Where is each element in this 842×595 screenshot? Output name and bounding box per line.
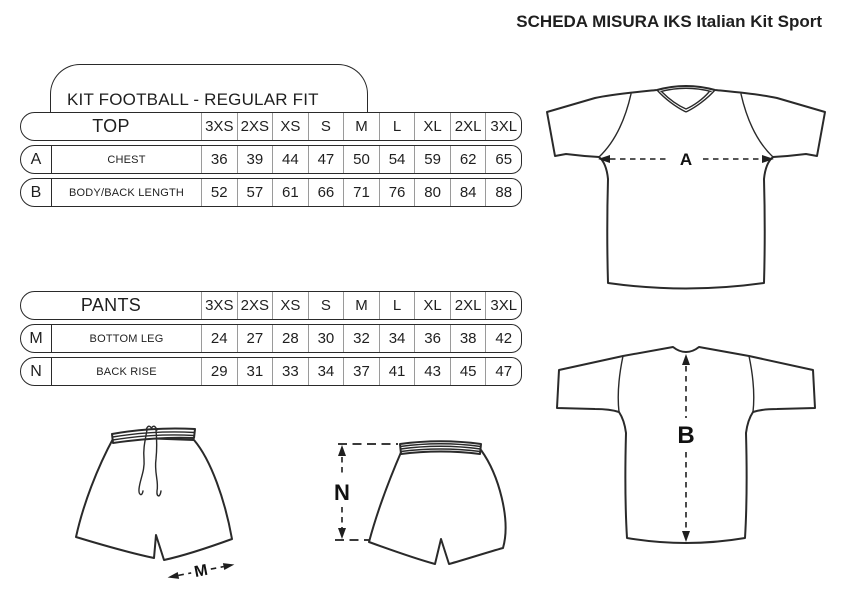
- size-column-header: XL: [414, 292, 450, 319]
- top-size-table: [20, 112, 522, 211]
- value-cell: 36: [414, 325, 450, 352]
- measure-m-left-arrowhead: [167, 572, 179, 581]
- row-key-cell: A: [30, 150, 42, 168]
- table-title-cell: TOP: [92, 116, 130, 136]
- size-column-header: XL: [414, 113, 450, 140]
- value-cell: 71: [343, 179, 379, 206]
- value-cell: 43: [414, 358, 450, 385]
- measure-a-label: A: [679, 150, 693, 169]
- shirt-front-diagram: [540, 80, 832, 322]
- shorts-front-outline: [76, 437, 232, 560]
- value-cell: 52: [201, 179, 237, 206]
- value-cell: 66: [308, 179, 344, 206]
- size-column-header: XS: [272, 292, 308, 319]
- row-label-cell: BODY/BACK LENGTH: [51, 179, 201, 206]
- row-key-cell: N: [30, 362, 42, 380]
- value-cell: 30: [308, 325, 344, 352]
- size-column-header: S: [308, 113, 344, 140]
- row-label-cell: BOTTOM LEG: [51, 325, 201, 352]
- shorts-front-diagram: [58, 413, 320, 591]
- shorts-back-diagram: [318, 420, 544, 592]
- value-cell: 34: [379, 325, 415, 352]
- shorts-back-outline: [369, 450, 506, 564]
- value-cell: 41: [379, 358, 415, 385]
- size-table-row: [20, 324, 522, 353]
- row-key-cell: M: [29, 329, 43, 347]
- shirt-front-outline: [547, 86, 825, 289]
- size-column-header: 2XL: [450, 113, 486, 140]
- size-column-header: XS: [272, 113, 308, 140]
- measure-b-label: B: [677, 422, 695, 449]
- size-column-header: M: [343, 113, 379, 140]
- kit-tab-label: KIT FOOTBALL - REGULAR FIT: [67, 90, 319, 109]
- value-cell: 36: [201, 146, 237, 173]
- size-table-row: [20, 178, 522, 207]
- pants-size-table: [20, 291, 522, 390]
- value-cell: 45: [450, 358, 486, 385]
- measure-n-bottom-arrowhead: [338, 528, 346, 539]
- value-cell: 33: [272, 358, 308, 385]
- size-column-header: M: [343, 292, 379, 319]
- value-cell: 47: [485, 358, 521, 385]
- value-cell: 47: [308, 146, 344, 173]
- value-cell: 42: [485, 325, 521, 352]
- value-cell: 59: [414, 146, 450, 173]
- table-title-cell: PANTS: [80, 295, 142, 315]
- measure-m-right-arrowhead: [223, 561, 235, 570]
- value-cell: 39: [237, 146, 273, 173]
- document-title: SCHEDA MISURA IKS Italian Kit Sport: [516, 12, 822, 31]
- measure-m-arrow: [166, 557, 236, 587]
- value-cell: 62: [450, 146, 486, 173]
- size-column-header: 3XL: [485, 113, 521, 140]
- size-column-header: 2XS: [237, 113, 273, 140]
- value-cell: 31: [237, 358, 273, 385]
- value-cell: 65: [485, 146, 521, 173]
- size-column-header: 3XL: [485, 292, 521, 319]
- value-cell: 37: [343, 358, 379, 385]
- value-cell: 27: [237, 325, 273, 352]
- measure-n-label: N: [334, 480, 350, 505]
- shirt-back-diagram: [538, 330, 834, 580]
- value-cell: 32: [343, 325, 379, 352]
- value-cell: 61: [272, 179, 308, 206]
- size-column-header: 3XS: [201, 113, 237, 140]
- row-label-cell: CHEST: [51, 146, 201, 173]
- size-table-header-row: [20, 112, 522, 141]
- value-cell: 80: [414, 179, 450, 206]
- measure-n-top-arrowhead: [338, 445, 346, 456]
- size-column-header: S: [308, 292, 344, 319]
- size-column-header: L: [379, 292, 415, 319]
- value-cell: 38: [450, 325, 486, 352]
- size-column-header: 2XL: [450, 292, 486, 319]
- value-cell: 57: [237, 179, 273, 206]
- size-table-header-row: [20, 291, 522, 320]
- size-column-header: 2XS: [237, 292, 273, 319]
- value-cell: 24: [201, 325, 237, 352]
- measure-m-label: M: [192, 561, 210, 582]
- size-column-header: 3XS: [201, 292, 237, 319]
- value-cell: 28: [272, 325, 308, 352]
- size-table-row: [20, 357, 522, 386]
- value-cell: 88: [485, 179, 521, 206]
- value-cell: 84: [450, 179, 486, 206]
- size-column-header: L: [379, 113, 415, 140]
- value-cell: 54: [379, 146, 415, 173]
- value-cell: 76: [379, 179, 415, 206]
- value-cell: 34: [308, 358, 344, 385]
- row-label-cell: BACK RISE: [51, 358, 201, 385]
- row-key-cell: B: [30, 183, 42, 201]
- size-table-row: [20, 145, 522, 174]
- value-cell: 44: [272, 146, 308, 173]
- value-cell: 29: [201, 358, 237, 385]
- value-cell: 50: [343, 146, 379, 173]
